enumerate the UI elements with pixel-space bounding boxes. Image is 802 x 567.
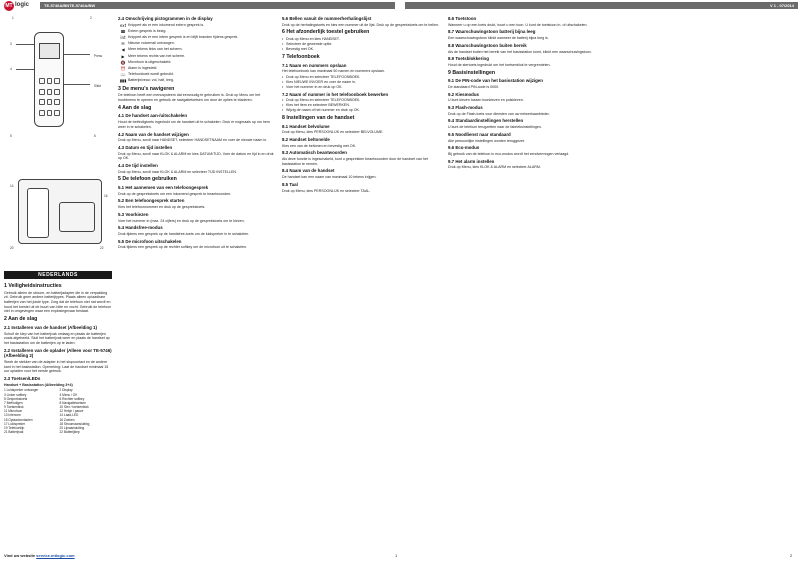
display-pictogram-icon: int (120, 35, 126, 41)
display-pictogram-icon: ⏰ (120, 66, 126, 72)
s52-text: Kies het telefoonnummer en druk op de gesprekstoets. (118, 205, 206, 210)
display-pictogram-icon: 📖 (120, 72, 126, 78)
callout-5: 5 (10, 134, 12, 138)
column-2 (118, 14, 276, 251)
callout-14: 14 (10, 184, 14, 188)
model-bar: TE-5746A/BNTE-5746A/BW (40, 2, 395, 9)
s7-title: 7 Telefoonboek (282, 53, 320, 60)
column-3 (282, 14, 442, 194)
logo-text: logic (15, 2, 30, 9)
legend-item: 17 Luidspreker (4, 421, 26, 426)
handset-drawing (34, 32, 64, 127)
handset-keypad (39, 78, 60, 118)
s87-text: Een waarschuwingstoon klinkt wanneer de batterij bijna leeg is. (448, 36, 549, 41)
s91-title: 9.1 De PIN-code van het basisstation wijzigen (448, 78, 543, 84)
legend-item: 10 Ster / toetsenblok (59, 405, 89, 410)
footer-prefix: Vind uw website (4, 553, 37, 558)
s54-title: 5.4 Handsfree-modus (118, 225, 163, 231)
s5-title: 5 De telefoon gebruiken (118, 176, 177, 183)
icon-description: Microfoon is uitgeschakeld. (128, 59, 172, 64)
s92-title: 9.2 Kiesmodus (448, 91, 479, 97)
base-handset (27, 188, 49, 238)
footer (4, 553, 75, 558)
legend-item: 5 Gesprekstoets (4, 396, 28, 401)
list-item: • Wijzig de naam of het nummer en druk op OK. (282, 108, 442, 113)
callout-20: 20 (10, 246, 14, 250)
s93-title: 9.3 Flash-modus (448, 105, 483, 111)
icon-list (118, 23, 276, 84)
legend-item: 18 Stroomaansluiting (59, 421, 90, 426)
callout-6: 6 (94, 134, 96, 138)
icon-row (118, 35, 276, 40)
s43-text: Druk op Menu, scroll naar KLOK & ALARM en kies DATUM/TIJD. Voer de datum en tijd in en druk op OK. (118, 151, 274, 161)
s72-list (282, 98, 442, 113)
s3-text: De telefoon heeft een menusysteem dat eenvoudig te gebruiken is. Druk op Menu om het hoofdmenu te openen en gebruik de navigatietoetsen om door de opties te bladeren. (118, 93, 261, 103)
s51-text: Druk op de gesprekstoets om een inkomend gesprek te beantwoorden. (118, 191, 232, 196)
s1-title: 1 Veiligheidsinstructies (4, 283, 62, 289)
legend-item: 8 Navigatietoetsen (59, 400, 86, 405)
callout-1: 1 (12, 16, 14, 20)
s71-list (282, 75, 442, 90)
display-pictogram-icon: 🔇 (120, 59, 126, 65)
legend-item: 3 Linker softkey (4, 392, 27, 397)
s97-title: 9.7 Het alarm instellen (448, 158, 495, 164)
s96-title: 9.6 Eco-modus (448, 145, 480, 151)
icon-row (118, 41, 276, 46)
page-header (0, 0, 802, 12)
list-item: • Selecteer de gewenste optie. (282, 42, 442, 47)
display-pictogram-icon: ◀ (121, 47, 125, 53)
icon-description: Alarm is ingesteld. (128, 66, 158, 71)
list-item: • Bevestig met OK. (282, 47, 442, 52)
s87-title: 8.7 Waarschuwingstoon batterij bijna leeg (448, 29, 536, 35)
s53-text: Voer het nummer in (max. 24 cijfers) en druk op de gesprekstoets om te kiezen. (118, 218, 245, 223)
legend-item: 13 Intercom (4, 413, 21, 418)
display-pictogram-icon: ☎ (120, 28, 126, 34)
s8-title: 8 Instellingen van de handset (282, 114, 355, 121)
s22-title: 2.2 Installeren van de oplader (Alleen voor TE-5746) (Afbeelding 2) (4, 347, 112, 359)
icon-row (118, 47, 276, 52)
legend-item: 2 Display (59, 388, 73, 393)
page-number-right: 2 (790, 553, 793, 558)
s21-text: Schuif de klep van het batterijvak omlaag en plaats de batterijen zoals afgebeeld. Sluit het batterijvak weer en plaats de handset op het basisstation om de batterijen op te laden. (4, 331, 110, 345)
legend-item: 4 Menu / OK (59, 392, 78, 397)
product-illustration (4, 14, 112, 278)
s84-text: De handset kan een naam van maximaal 10 tekens krijgen. (282, 175, 377, 180)
icon-description: Extern gesprek is bezig. (128, 28, 167, 33)
s51-title: 5.1 Het aannemen van een telefoongesprek (118, 185, 209, 191)
keys-legend (4, 388, 112, 434)
s23-title: 2.3 Toetsen/LEDs (4, 376, 41, 382)
s44-text: Druk op Menu, scroll naar KLOK & ALARM en selecteer TIJD INSTELLEN. (118, 169, 237, 174)
s41-title: 4.1 De handset aan-/uitschakelen (118, 113, 188, 119)
s89-text: Houd de stertoets ingedrukt om het toetsenblok te vergrendelen. (448, 62, 551, 67)
s83-text: Als deze functie is ingeschakeld, kunt u gesprekken beantwoorden door de handset van het basisstation te nemen. (282, 157, 428, 166)
display-pictogram-icon: ▮▮▮ (119, 78, 127, 84)
s4-title: 4 Aan de slag (118, 104, 152, 111)
callout-2: 2 (90, 16, 92, 20)
label-press: Press (94, 54, 103, 58)
s42-title: 4.2 Naam van de handset wijzigen (118, 131, 189, 137)
s56-text: Druk op de herhalingstoets en kies een nummer uit de lijst. Druk op de gesprekstoets om te bellen. (282, 22, 440, 27)
s3-title: 3 De menu's navigeren (118, 85, 175, 92)
s55-text: Druk tijdens een gesprek op de rechter softkey om de microfoon uit te schakelen. (118, 245, 248, 250)
s71-text: Het telefoonboek kan maximaal 50 namen en nummers opslaan. (282, 69, 385, 74)
callout-16: 16 (104, 194, 108, 198)
icon-description: Meer tekens rechts van het scherm. (128, 53, 186, 58)
s93-text: Druk op de Flash-toets voor diensten van uw netwerkaanbieder. (448, 111, 550, 116)
s89-title: 8.9 Toetsblokkering (448, 56, 489, 62)
base-station-drawing (18, 179, 102, 244)
callout-3: 3 (10, 42, 12, 46)
s86-text: Wanneer u op een toets drukt, hoort u een toon. U kunt de toetstoon in- of uitschakelen. (448, 22, 588, 27)
s94-title: 9.4 Standaardinstellingen herstellen (448, 118, 524, 124)
s81-title: 8.1 Handset belvolume (282, 123, 330, 129)
legend-item: 20 Lijnaansluiting (59, 425, 85, 430)
s94-text: U kunt de telefoon terugzetten naar de fabrieksinstellingen. (448, 125, 542, 130)
icon-row (118, 29, 276, 34)
list-item: • Druk op Menu en selecteer TELEFOONBOEK. (282, 75, 442, 80)
column-4 (448, 14, 598, 171)
s21-title: 2.1 Installeren van de handset (Afbeelding 1) (4, 324, 97, 330)
s41-text: Houd de beëindigtoets ingedrukt om de handset uit te schakelen. Druk er nogmaals op om hem weer in te schakelen. (118, 120, 270, 129)
icon-row (118, 78, 276, 83)
s1-text: Gebruik alleen de stroom- en batterijadapter die in de verpakking zit. Gebruik geen andere batterijtypes. Plaats alleen oplaadbare batterijen van het juiste type. Zorg dat de telefoon niet nat wordt en houd het toestel uit de buurt van hitte en vocht. Gebruik de telefoon niet in omgevingen waar een explosiegevaar bestaat. (4, 290, 112, 314)
icon-description: Knippert als er een inkomend extern gesprek is. (128, 22, 205, 27)
legend-item: 11 Microfoon (4, 409, 23, 414)
callout-22: 22 (100, 246, 104, 250)
brand-logo (4, 1, 29, 11)
icon-row (118, 60, 276, 65)
s95-title: 9.5 Noodlienst naar standaard (448, 131, 511, 137)
column-1 (4, 14, 112, 434)
display-pictogram-icon: ✉ (121, 41, 125, 47)
s23-sub: Handset + Basisstation (Afbeelding 3+4) (4, 382, 73, 387)
s95-text: Alle persoonlijke instellingen worden teruggezet. (448, 138, 525, 143)
s43-title: 4.3 Datum en tijd instellen (118, 144, 173, 150)
icon-description: Batterijniveau: vol, half, leeg. (128, 78, 174, 83)
display-pictogram-icon: ext (119, 22, 127, 28)
icon-row (118, 54, 276, 59)
s92-text: U kunt kiezen tussen toonkiezen en pulskiezen. (448, 98, 524, 103)
s22-text: Steek de stekker van de adapter in het stopcontact en de andere kant in het basisstation. Opmerking: Laat de handset minimaal 15 uur opladen voor het eerste gebruik. (4, 360, 109, 374)
s9-title: 9 Basisinstellingen (448, 69, 495, 76)
s97-text: Druk op Menu, kies KLOK & ALARM en selecteer ALARM. (448, 165, 541, 170)
s82-text: Kies een van de beltonen en bevestig met OK. (282, 143, 357, 148)
s54-text: Druk tijdens een gesprek op de handsfree-toets om de luidspreker in te schakelen. (118, 231, 250, 236)
s85-text: Druk op Menu, kies PERSOONLIJK en selecteer TAAL. (282, 188, 371, 193)
version-bar: V 1 - 07/2014 (405, 2, 798, 9)
s72-title: 7.2 Naam of nummer in het telefoonboek bewerken (282, 91, 389, 97)
s83-title: 8.3 Automatisch beantwoorden (282, 150, 347, 156)
legend-item: 15 Oplaadcontacten (4, 417, 33, 422)
legend-item: 12 Hekje / pauze (59, 409, 84, 414)
page-number-left: 1 (395, 553, 398, 558)
s24-title: 2.4 Omschrijving pictogrammen in de display (118, 16, 213, 21)
language-bar: NEDERLANDS (4, 271, 112, 279)
callout-4: 4 (10, 67, 12, 71)
icon-description: Meer tekens links van het scherm. (128, 47, 183, 52)
label-slide: Slide (94, 84, 102, 88)
legend-item: 7 Beëindigen (4, 400, 23, 405)
s86-title: 8.6 Toetstoon (448, 16, 477, 21)
icon-row (118, 72, 276, 77)
s88-text: Als de handset buiten het bereik van het basisstation komt, klinkt een waarschuwingstoon. (448, 49, 592, 54)
s82-title: 8.2 Handset beltonelde (282, 136, 330, 142)
legend-item: 21 Batterijvak (4, 430, 24, 434)
legend-item: 9 Toetsenblok (4, 405, 24, 410)
legend-item: 6 Rechter softkey (59, 396, 85, 401)
list-item: • Kies het item en selecteer BEWERKEN. (282, 103, 442, 108)
icon-description: Nieuwe voicemail ontvangen. (128, 41, 175, 46)
display-pictogram-icon: ▶ (121, 53, 125, 59)
list-item: • Kies NIEUWE INVOER en voer de naam in. (282, 80, 442, 85)
s6-title: 6 Het afzonderlijk toestel gebruiken (282, 29, 370, 36)
s55-title: 5.5 De microfoon uitschakelen (118, 238, 182, 244)
s52-title: 5.2 Een telefoongesprek starten (118, 198, 185, 204)
s53-title: 5.3 Voorkiezen (118, 211, 149, 217)
s96-text: Bij gebruik van de telefoon in eco-modus wordt het zendvermogen verlaagd. (448, 151, 570, 156)
icon-row (118, 23, 276, 28)
s85-title: 8.5 Taal (282, 181, 298, 187)
s84-title: 8.4 Naam van de handset (282, 168, 335, 174)
list-item: • Voer het nummer in en druk op OK. (282, 85, 442, 90)
handset-screen (39, 43, 60, 59)
legend-item: 16 Zoeken (59, 417, 75, 422)
s56-title: 5.6 Bellen vanuit de nummerherhalingslijst (282, 16, 372, 21)
list-item: • Druk op Menu en selecteer TELEFOONBOEK. (282, 98, 442, 103)
legend-item: 1 Luidspreker ontvanger (4, 388, 39, 393)
legend-item: 22 Batterijklep (59, 430, 80, 434)
s6-list (282, 37, 442, 52)
logo-mark: MT (4, 1, 14, 11)
icon-description: Knippert als er een intern gesprek is en blijft branden tijdens gesprek. (128, 35, 239, 40)
s81-text: Druk op Menu, kies PERSOONLIJK en selecteer BELVOLUME. (282, 130, 384, 135)
s2-title: 2 Aan de slag (4, 316, 38, 323)
icon-description: Telefoonboek wordt gebruikt. (128, 72, 174, 77)
s88-title: 8.8 Waarschuwingstoon buiten bereik (448, 42, 527, 48)
icon-row (118, 66, 276, 71)
s71-title: 7.1 Naam en nummers opslaan (282, 62, 347, 68)
list-item: • Druk op Menu en kies HANDSET. (282, 37, 442, 42)
service-link[interactable]: service.mtlogic.com (36, 553, 75, 558)
legend-item: 14 Laad-LED (59, 413, 79, 418)
s44-title: 4.4 De tijd instellen (118, 162, 158, 168)
s91-text: De standaard PIN-code is 0000. (448, 85, 500, 90)
legend-item: 19 Telefoonlijn (4, 425, 25, 430)
base-cradle (59, 202, 95, 232)
s42-text: Druk op Menu, scroll naar HANDSET, selecteer HANDSETNAAM en voer de nieuwe naam in. (118, 138, 268, 143)
